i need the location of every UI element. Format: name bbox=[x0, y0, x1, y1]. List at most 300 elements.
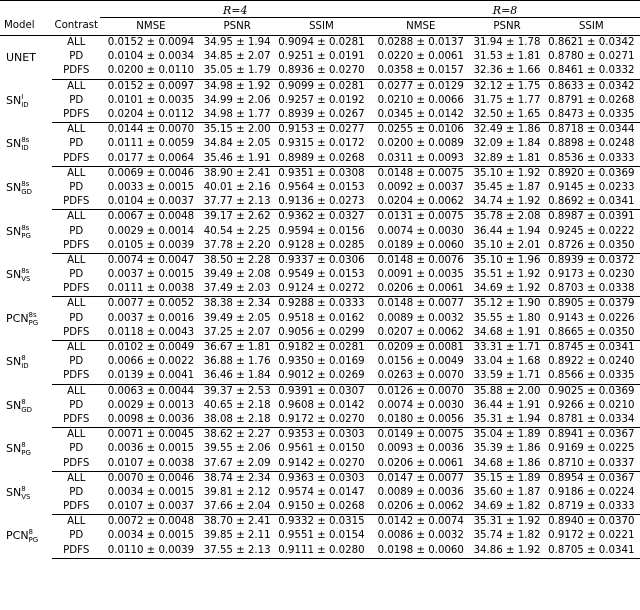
metric-value-cell: 0.9363 ± 0.0303 bbox=[278, 472, 365, 484]
model-subscript: PG bbox=[21, 449, 31, 458]
header-metric: PSNR bbox=[202, 18, 273, 36]
metric-value-cell: 0.9608 ± 0.0142 bbox=[278, 399, 365, 411]
header-metric: NMSE bbox=[370, 18, 471, 36]
model-subscript: ID bbox=[21, 100, 29, 109]
metric-value-cell: 35.60 ± 1.87 bbox=[473, 486, 541, 498]
model-base: SN bbox=[6, 442, 22, 456]
model-base: SN bbox=[6, 485, 22, 499]
model-superscript: 8 bbox=[21, 441, 26, 450]
metric-value-cell: 0.9099 ± 0.0281 bbox=[278, 80, 365, 92]
metric-value-cell: 0.9332 ± 0.0315 bbox=[278, 516, 365, 528]
metric-value-cell: 35.51 ± 1.92 bbox=[473, 269, 541, 281]
metric-value-cell: 34.84 ± 2.05 bbox=[203, 138, 271, 150]
model-superscript: 8 bbox=[21, 484, 26, 493]
metric-value-cell: 0.9245 ± 0.0222 bbox=[548, 225, 635, 237]
metric-value-cell: 0.9145 ± 0.0233 bbox=[548, 181, 635, 193]
metric-value-cell: 0.8536 ± 0.0333 bbox=[543, 152, 640, 167]
metric-value-cell: 0.9549 ± 0.0153 bbox=[278, 269, 365, 281]
metric-value-cell: 0.8780 ± 0.0271 bbox=[548, 51, 635, 63]
metric-value-cell: 0.0152 ± 0.0097 bbox=[107, 80, 195, 92]
metric-value-cell: 0.8941 ± 0.0367 bbox=[548, 429, 635, 441]
contrast-cell: PD bbox=[69, 399, 84, 411]
metric-value-cell: 0.8461 ± 0.0332 bbox=[543, 64, 640, 79]
model-subscript: GD bbox=[21, 405, 33, 414]
metric-value-cell: 0.0118 ± 0.0043 bbox=[100, 326, 201, 341]
metric-value-cell: 0.9337 ± 0.0306 bbox=[278, 254, 365, 266]
model-name-cell bbox=[0, 123, 52, 167]
contrast-cell: ALL bbox=[67, 385, 86, 397]
metric-value-cell: 35.31 ± 1.92 bbox=[473, 516, 541, 528]
metric-value-cell: 34.98 ± 1.77 bbox=[202, 108, 273, 123]
model-name-cell bbox=[0, 36, 52, 80]
metric-value-cell: 34.99 ± 2.06 bbox=[203, 94, 271, 106]
metric-value-cell: 0.9012 ± 0.0269 bbox=[273, 369, 370, 384]
contrast-cell: ALL bbox=[67, 472, 86, 484]
contrast-cell: ALL bbox=[67, 37, 86, 49]
contrast-cell: ALL bbox=[67, 429, 86, 441]
table-row bbox=[0, 239, 640, 254]
model-superscript: 8s bbox=[21, 223, 30, 232]
metric-value-cell: 0.0126 ± 0.0070 bbox=[377, 385, 464, 397]
metric-value-cell: 0.9391 ± 0.0307 bbox=[278, 385, 365, 397]
metric-value-cell: 37.49 ± 2.03 bbox=[202, 282, 273, 297]
metric-value-cell: 0.8781 ± 0.0334 bbox=[543, 413, 640, 428]
metric-value-cell: 0.8745 ± 0.0341 bbox=[548, 342, 635, 354]
metric-value-cell: 0.8633 ± 0.0342 bbox=[548, 80, 635, 92]
table-row bbox=[0, 94, 640, 108]
model-subscript: VS bbox=[21, 492, 31, 501]
metric-value-cell: 0.9173 ± 0.0230 bbox=[548, 269, 635, 281]
metric-value-cell: 0.8936 ± 0.0270 bbox=[273, 64, 370, 79]
table-row bbox=[0, 50, 640, 64]
header-blank bbox=[52, 1, 100, 18]
metric-value-cell: 0.0089 ± 0.0032 bbox=[377, 312, 464, 324]
metric-value-cell: 0.0263 ± 0.0070 bbox=[370, 369, 471, 384]
model-subscript: PG bbox=[21, 231, 31, 240]
model-name-cell bbox=[0, 384, 52, 428]
table-row bbox=[0, 456, 640, 471]
metric-value-cell: 0.0206 ± 0.0061 bbox=[370, 456, 471, 471]
contrast-cell: PD bbox=[69, 356, 84, 368]
metric-value-cell: 0.0093 ± 0.0036 bbox=[377, 443, 464, 455]
contrast-cell: PDFS bbox=[52, 282, 100, 297]
metric-value-cell: 34.86 ± 1.92 bbox=[471, 544, 542, 559]
model-base: SN bbox=[6, 93, 22, 107]
metric-value-cell: 36.67 ± 1.81 bbox=[203, 342, 271, 354]
metric-value-cell: 0.0206 ± 0.0062 bbox=[370, 500, 471, 515]
metric-value-cell: 0.0072 ± 0.0048 bbox=[107, 516, 195, 528]
contrast-cell: ALL bbox=[67, 167, 86, 179]
metric-value-cell: 34.69 ± 1.82 bbox=[471, 500, 542, 515]
metric-value-cell: 39.55 ± 2.06 bbox=[203, 443, 271, 455]
metric-value-cell: 37.66 ± 2.04 bbox=[202, 500, 273, 515]
metric-value-cell: 32.36 ± 1.66 bbox=[471, 64, 542, 79]
table-row bbox=[0, 36, 640, 51]
metric-value-cell: 0.0105 ± 0.0039 bbox=[100, 239, 201, 254]
metric-value-cell: 0.0092 ± 0.0037 bbox=[377, 181, 464, 193]
model-superscript: 8 bbox=[21, 354, 26, 363]
metric-value-cell: 33.59 ± 1.71 bbox=[471, 369, 542, 384]
metric-value-cell: 0.9056 ± 0.0299 bbox=[273, 326, 370, 341]
metric-value-cell: 0.9169 ± 0.0225 bbox=[548, 443, 635, 455]
table-row bbox=[0, 500, 640, 515]
metric-value-cell: 0.0034 ± 0.0015 bbox=[107, 486, 195, 498]
header-metric-row bbox=[0, 18, 640, 36]
metric-value-cell: 34.74 ± 1.92 bbox=[471, 195, 542, 210]
metric-value-cell: 0.0033 ± 0.0015 bbox=[107, 181, 195, 193]
metric-value-cell: 35.88 ± 2.00 bbox=[473, 385, 541, 397]
model-name-cell bbox=[0, 428, 52, 472]
metric-value-cell: 0.9351 ± 0.0308 bbox=[278, 167, 365, 179]
metric-value-cell: 32.89 ± 1.81 bbox=[471, 152, 542, 167]
contrast-cell: PDFS bbox=[52, 456, 100, 471]
metric-value-cell: 0.8566 ± 0.0335 bbox=[543, 369, 640, 384]
table-body bbox=[0, 36, 640, 559]
metric-value-cell: 39.81 ± 2.12 bbox=[203, 486, 271, 498]
metric-value-cell: 0.0107 ± 0.0037 bbox=[100, 500, 201, 515]
metric-value-cell: 0.9251 ± 0.0191 bbox=[278, 51, 365, 63]
metric-value-cell: 35.05 ± 1.79 bbox=[202, 64, 273, 79]
metric-value-cell: 39.49 ± 2.08 bbox=[203, 269, 271, 281]
metric-value-cell: 0.0144 ± 0.0070 bbox=[107, 124, 195, 136]
metric-value-cell: 35.10 ± 2.01 bbox=[471, 239, 542, 254]
metric-value-cell: 0.0131 ± 0.0075 bbox=[377, 211, 464, 223]
table-row bbox=[0, 369, 640, 384]
metric-value-cell: 40.01 ± 2.16 bbox=[203, 181, 271, 193]
model-base: SN bbox=[6, 180, 22, 194]
metric-value-cell: 0.0148 ± 0.0076 bbox=[377, 254, 464, 266]
metric-value-cell: 0.0074 ± 0.0047 bbox=[107, 254, 195, 266]
model-superscript: 8 bbox=[21, 397, 26, 406]
metric-value-cell: 37.78 ± 2.20 bbox=[202, 239, 273, 254]
metric-value-cell: 0.0110 ± 0.0039 bbox=[100, 544, 201, 559]
table-row bbox=[0, 253, 640, 268]
metric-value-cell: 35.74 ± 1.82 bbox=[473, 530, 541, 542]
metric-value-cell: 0.0034 ± 0.0015 bbox=[107, 530, 195, 542]
contrast-cell: PD bbox=[69, 94, 84, 106]
metric-value-cell: 37.55 ± 2.13 bbox=[202, 544, 273, 559]
model-base: PCN bbox=[6, 529, 29, 543]
metric-value-cell: 0.0148 ± 0.0077 bbox=[377, 298, 464, 310]
metric-value-cell: 37.25 ± 2.07 bbox=[202, 326, 273, 341]
contrast-cell: ALL bbox=[67, 298, 86, 310]
metric-value-cell: 0.0074 ± 0.0030 bbox=[377, 399, 464, 411]
metric-value-cell: 0.9362 ± 0.0327 bbox=[278, 211, 365, 223]
metric-value-cell: 0.8898 ± 0.0248 bbox=[548, 138, 635, 150]
contrast-cell: PDFS bbox=[52, 369, 100, 384]
metric-value-cell: 39.17 ± 2.62 bbox=[203, 211, 271, 223]
metric-value-cell: 0.9353 ± 0.0303 bbox=[278, 429, 365, 441]
model-base: SN bbox=[6, 224, 22, 238]
metric-value-cell: 0.8621 ± 0.0342 bbox=[548, 37, 635, 49]
metric-value-cell: 36.88 ± 1.76 bbox=[203, 356, 271, 368]
metric-value-cell: 0.9128 ± 0.0285 bbox=[273, 239, 370, 254]
metric-value-cell: 0.0071 ± 0.0045 bbox=[107, 429, 195, 441]
metric-value-cell: 0.0358 ± 0.0157 bbox=[370, 64, 471, 79]
model-base: UNET bbox=[6, 50, 36, 64]
metric-value-cell: 0.9025 ± 0.0369 bbox=[548, 385, 635, 397]
metric-value-cell: 0.9257 ± 0.0192 bbox=[278, 94, 365, 106]
metric-value-cell: 0.0152 ± 0.0094 bbox=[107, 37, 195, 49]
model-superscript: I bbox=[21, 92, 24, 101]
metric-value-cell: 0.0255 ± 0.0106 bbox=[377, 124, 464, 136]
metric-value-cell: 0.8665 ± 0.0350 bbox=[543, 326, 640, 341]
metric-value-cell: 32.12 ± 1.75 bbox=[473, 80, 541, 92]
metric-value-cell: 0.0139 ± 0.0041 bbox=[100, 369, 201, 384]
metric-value-cell: 0.8989 ± 0.0268 bbox=[273, 152, 370, 167]
contrast-cell: PDFS bbox=[52, 64, 100, 79]
metric-value-cell: 0.0200 ± 0.0110 bbox=[100, 64, 201, 79]
metric-value-cell: 35.45 ± 1.87 bbox=[473, 181, 541, 193]
metric-value-cell: 40.65 ± 2.18 bbox=[203, 399, 271, 411]
table-row bbox=[0, 413, 640, 428]
table-row bbox=[0, 544, 640, 559]
metric-value-cell: 37.77 ± 2.13 bbox=[202, 195, 273, 210]
metric-value-cell: 0.9518 ± 0.0162 bbox=[278, 312, 365, 324]
metric-value-cell: 0.0206 ± 0.0061 bbox=[370, 282, 471, 297]
metric-value-cell: 0.8920 ± 0.0369 bbox=[548, 167, 635, 179]
metric-value-cell: 0.0089 ± 0.0036 bbox=[377, 486, 464, 498]
metric-value-cell: 0.0069 ± 0.0046 bbox=[107, 167, 195, 179]
metric-value-cell: 33.31 ± 1.71 bbox=[473, 342, 541, 354]
header-metric: PSNR bbox=[471, 18, 542, 36]
model-superscript: 8s bbox=[21, 179, 30, 188]
metric-value-cell: 0.8905 ± 0.0379 bbox=[548, 298, 635, 310]
model-superscript: 8s bbox=[21, 267, 30, 276]
contrast-cell: PD bbox=[69, 138, 84, 150]
table-row bbox=[0, 152, 640, 167]
header-group-r8: R=8 bbox=[370, 1, 640, 18]
metric-value-cell: 0.9153 ± 0.0277 bbox=[278, 124, 365, 136]
metric-value-cell: 0.0220 ± 0.0061 bbox=[377, 51, 464, 63]
table-row bbox=[0, 137, 640, 151]
metric-value-cell: 0.8710 ± 0.0337 bbox=[543, 456, 640, 471]
metric-value-cell: 0.0198 ± 0.0060 bbox=[370, 544, 471, 559]
metric-value-cell: 0.8939 ± 0.0372 bbox=[548, 254, 635, 266]
metric-value-cell: 0.0077 ± 0.0052 bbox=[107, 298, 195, 310]
model-subscript: VS bbox=[21, 275, 31, 284]
metric-value-cell: 0.0101 ± 0.0035 bbox=[107, 94, 195, 106]
table-row bbox=[0, 166, 640, 181]
model-superscript: 8 bbox=[28, 528, 34, 537]
metric-value-cell: 0.8473 ± 0.0335 bbox=[543, 108, 640, 123]
model-subscript: PG bbox=[28, 318, 39, 327]
metric-value-cell: 36.44 ± 1.94 bbox=[473, 225, 541, 237]
metric-value-cell: 0.8987 ± 0.0391 bbox=[548, 211, 635, 223]
metric-value-cell: 0.0029 ± 0.0013 bbox=[107, 399, 195, 411]
metric-value-cell: 35.31 ± 1.94 bbox=[471, 413, 542, 428]
model-subscript: GD bbox=[21, 187, 33, 196]
metric-value-cell: 0.9266 ± 0.0210 bbox=[548, 399, 635, 411]
model-name-cell bbox=[0, 340, 52, 384]
metric-value-cell: 31.94 ± 1.78 bbox=[473, 37, 541, 49]
contrast-cell: PDFS bbox=[52, 500, 100, 515]
metric-value-cell: 38.50 ± 2.28 bbox=[203, 254, 271, 266]
metric-value-cell: 0.9594 ± 0.0156 bbox=[278, 225, 365, 237]
contrast-cell: PD bbox=[69, 181, 84, 193]
header-metric: NMSE bbox=[100, 18, 201, 36]
metric-value-cell: 0.9574 ± 0.0147 bbox=[278, 486, 365, 498]
metric-value-cell: 0.8726 ± 0.0350 bbox=[543, 239, 640, 254]
table-row bbox=[0, 312, 640, 326]
metric-value-cell: 0.0204 ± 0.0112 bbox=[100, 108, 201, 123]
metric-value-cell: 0.0277 ± 0.0129 bbox=[377, 80, 464, 92]
metric-value-cell: 0.9143 ± 0.0226 bbox=[548, 312, 635, 324]
metric-value-cell: 0.0148 ± 0.0075 bbox=[377, 167, 464, 179]
metric-value-cell: 0.0066 ± 0.0022 bbox=[107, 356, 195, 368]
metric-value-cell: 0.0067 ± 0.0048 bbox=[107, 211, 195, 223]
model-base: SN bbox=[6, 268, 22, 282]
model-name-cell bbox=[0, 515, 52, 559]
metric-value-cell: 0.0177 ± 0.0064 bbox=[100, 152, 201, 167]
model-name-cell bbox=[0, 471, 52, 515]
table-row bbox=[0, 428, 640, 443]
table-row bbox=[0, 326, 640, 341]
metric-value-cell: 0.8954 ± 0.0367 bbox=[548, 472, 635, 484]
metric-value-cell: 0.8703 ± 0.0338 bbox=[543, 282, 640, 297]
table-row bbox=[0, 108, 640, 123]
metric-value-cell: 0.9124 ± 0.0272 bbox=[273, 282, 370, 297]
contrast-cell: PD bbox=[69, 51, 84, 63]
metric-value-cell: 32.50 ± 1.65 bbox=[471, 108, 542, 123]
metric-value-cell: 35.78 ± 2.08 bbox=[473, 211, 541, 223]
metric-value-cell: 36.44 ± 1.91 bbox=[473, 399, 541, 411]
metric-value-cell: 0.0091 ± 0.0035 bbox=[377, 269, 464, 281]
contrast-cell: ALL bbox=[67, 211, 86, 223]
table-row bbox=[0, 224, 640, 238]
contrast-cell: PDFS bbox=[52, 195, 100, 210]
model-subscript: ID bbox=[21, 362, 29, 371]
metric-value-cell: 38.08 ± 2.18 bbox=[202, 413, 273, 428]
metric-value-cell: 0.9561 ± 0.0150 bbox=[278, 443, 365, 455]
contrast-cell: PDFS bbox=[52, 152, 100, 167]
model-base: PCN bbox=[6, 311, 29, 325]
metric-value-cell: 0.9315 ± 0.0172 bbox=[278, 138, 365, 150]
contrast-cell: ALL bbox=[67, 80, 86, 92]
metric-value-cell: 34.85 ± 2.07 bbox=[203, 51, 271, 63]
model-subscript: ID bbox=[21, 144, 29, 153]
metric-value-cell: 0.0147 ± 0.0077 bbox=[377, 472, 464, 484]
metric-value-cell: 0.0149 ± 0.0075 bbox=[377, 429, 464, 441]
metric-value-cell: 0.9182 ± 0.0281 bbox=[278, 342, 365, 354]
header-metric: SSIM bbox=[543, 18, 640, 36]
metric-value-cell: 34.69 ± 1.92 bbox=[471, 282, 542, 297]
model-superscript: 8s bbox=[28, 310, 37, 319]
contrast-cell: PDFS bbox=[52, 108, 100, 123]
table-row bbox=[0, 79, 640, 94]
metric-value-cell: 35.39 ± 1.86 bbox=[473, 443, 541, 455]
table-row bbox=[0, 515, 640, 530]
metric-value-cell: 0.0156 ± 0.0049 bbox=[377, 356, 464, 368]
table-row bbox=[0, 297, 640, 312]
metric-value-cell: 34.68 ± 1.91 bbox=[471, 326, 542, 341]
metric-value-cell: 39.85 ± 2.11 bbox=[203, 530, 271, 542]
metric-value-cell: 39.37 ± 2.53 bbox=[203, 385, 271, 397]
table-row bbox=[0, 486, 640, 500]
model-name-cell bbox=[0, 253, 52, 297]
metric-value-cell: 0.0210 ± 0.0066 bbox=[377, 94, 464, 106]
header-contrast: Contrast bbox=[52, 18, 100, 36]
header-metric: SSIM bbox=[273, 18, 370, 36]
header-group-row bbox=[0, 1, 640, 18]
table-row bbox=[0, 442, 640, 456]
metric-value-cell: 0.0200 ± 0.0089 bbox=[377, 138, 464, 150]
metric-value-cell: 35.04 ± 1.89 bbox=[473, 429, 541, 441]
metric-value-cell: 0.0070 ± 0.0046 bbox=[107, 472, 195, 484]
metric-value-cell: 37.67 ± 2.09 bbox=[202, 456, 273, 471]
table-row bbox=[0, 64, 640, 79]
metric-value-cell: 0.8719 ± 0.0333 bbox=[543, 500, 640, 515]
contrast-cell: ALL bbox=[67, 516, 86, 528]
metric-value-cell: 32.09 ± 1.84 bbox=[473, 138, 541, 150]
metric-value-cell: 0.0111 ± 0.0059 bbox=[107, 138, 195, 150]
table-row bbox=[0, 355, 640, 369]
contrast-cell: PD bbox=[69, 225, 84, 237]
metric-value-cell: 0.9350 ± 0.0169 bbox=[278, 356, 365, 368]
metric-value-cell: 35.10 ± 1.96 bbox=[473, 254, 541, 266]
table-row bbox=[0, 181, 640, 195]
metric-value-cell: 0.0029 ± 0.0014 bbox=[107, 225, 195, 237]
metric-value-cell: 0.0189 ± 0.0060 bbox=[370, 239, 471, 254]
table-row bbox=[0, 471, 640, 486]
metric-value-cell: 0.0107 ± 0.0038 bbox=[100, 456, 201, 471]
metric-value-cell: 0.0102 ± 0.0049 bbox=[107, 342, 195, 354]
contrast-cell: ALL bbox=[67, 124, 86, 136]
metric-value-cell: 0.9111 ± 0.0280 bbox=[273, 544, 370, 559]
metric-value-cell: 0.0098 ± 0.0036 bbox=[100, 413, 201, 428]
metric-value-cell: 0.8939 ± 0.0267 bbox=[273, 108, 370, 123]
contrast-cell: PD bbox=[69, 312, 84, 324]
metric-value-cell: 0.0311 ± 0.0093 bbox=[370, 152, 471, 167]
metric-value-cell: 38.70 ± 2.41 bbox=[203, 516, 271, 528]
metric-value-cell: 0.9172 ± 0.0221 bbox=[548, 530, 635, 542]
metric-value-cell: 0.9094 ± 0.0281 bbox=[278, 37, 365, 49]
metric-value-cell: 0.8940 ± 0.0370 bbox=[548, 516, 635, 528]
table-row bbox=[0, 210, 640, 225]
metric-value-cell: 35.15 ± 2.00 bbox=[203, 124, 271, 136]
metric-value-cell: 38.38 ± 2.34 bbox=[203, 298, 271, 310]
model-name-cell bbox=[0, 79, 52, 123]
metric-value-cell: 0.9551 ± 0.0154 bbox=[278, 530, 365, 542]
model-subscript: PG bbox=[28, 536, 39, 545]
metric-value-cell: 0.9186 ± 0.0224 bbox=[548, 486, 635, 498]
contrast-cell: PDFS bbox=[52, 413, 100, 428]
metric-value-cell: 0.0207 ± 0.0062 bbox=[370, 326, 471, 341]
contrast-cell: PD bbox=[69, 269, 84, 281]
metric-value-cell: 0.8692 ± 0.0341 bbox=[543, 195, 640, 210]
metric-value-cell: 0.9142 ± 0.0270 bbox=[273, 456, 370, 471]
metric-value-cell: 0.0142 ± 0.0074 bbox=[377, 516, 464, 528]
table-row bbox=[0, 268, 640, 282]
metric-value-cell: 40.54 ± 2.25 bbox=[203, 225, 271, 237]
metric-value-cell: 0.0086 ± 0.0032 bbox=[377, 530, 464, 542]
model-name-cell bbox=[0, 210, 52, 254]
metric-value-cell: 0.0063 ± 0.0044 bbox=[107, 385, 195, 397]
metric-value-cell: 0.9150 ± 0.0268 bbox=[273, 500, 370, 515]
metric-value-cell: 0.0111 ± 0.0038 bbox=[100, 282, 201, 297]
model-base: SN bbox=[6, 137, 22, 151]
header-blank bbox=[0, 1, 52, 18]
metric-value-cell: 0.9136 ± 0.0273 bbox=[273, 195, 370, 210]
metric-value-cell: 0.8791 ± 0.0268 bbox=[548, 94, 635, 106]
metric-value-cell: 35.15 ± 1.89 bbox=[473, 472, 541, 484]
table-row bbox=[0, 384, 640, 399]
metric-value-cell: 0.0074 ± 0.0030 bbox=[377, 225, 464, 237]
metric-value-cell: 36.46 ± 1.84 bbox=[202, 369, 273, 384]
table-row bbox=[0, 399, 640, 413]
contrast-cell: PD bbox=[69, 443, 84, 455]
contrast-cell: PD bbox=[69, 530, 84, 542]
